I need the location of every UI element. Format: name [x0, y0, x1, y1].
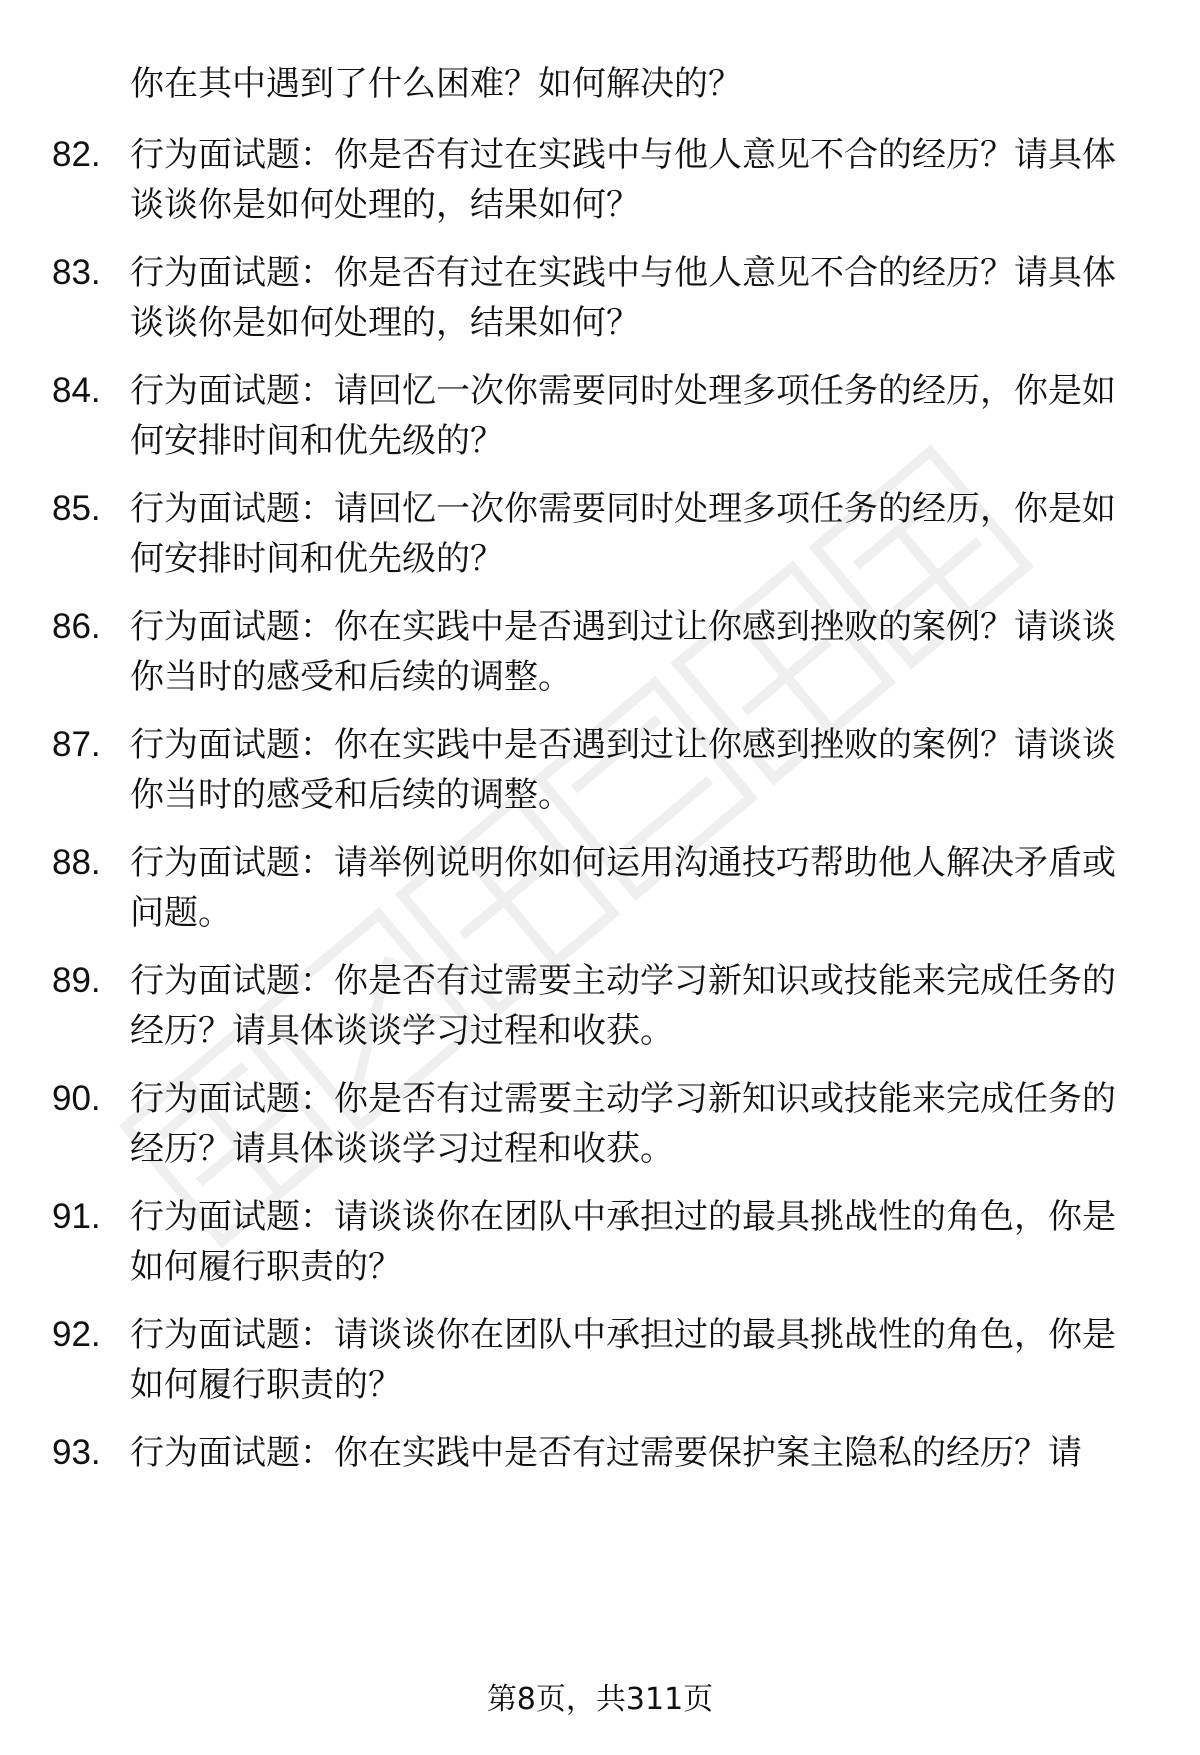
question-text: 行为面试题：你在实践中是否遇到过让你感到挫败的案例？请谈谈你当时的感受和后续的调整。	[130, 607, 1116, 697]
question-number: 90.	[52, 1079, 101, 1118]
question-number: 93.	[52, 1433, 101, 1472]
question-number: 89.	[52, 961, 101, 1000]
question-text: 行为面试题：请谈谈你在团队中承担过的最具挑战性的角色，你是如何履行职责的？	[130, 1315, 1116, 1405]
question-text: 行为面试题：你是否有过需要主动学习新知识或技能来完成任务的经历？请具体谈谈学习过程和收获。	[130, 1079, 1116, 1169]
question-text: 行为面试题：你是否有过在实践中与他人意见不合的经历？请具体谈谈你是如何处理的，结果如何？	[130, 253, 1116, 343]
question-text: 行为面试题：请回忆一次你需要同时处理多项任务的经历，你是如何安排时间和优先级的？	[130, 489, 1116, 579]
question-number: 91.	[52, 1197, 101, 1236]
question-text: 行为面试题：你是否有过在实践中与他人意见不合的经历？请具体谈谈你是如何处理的，结果如何？	[130, 135, 1116, 225]
page-footer: 第8页，共311页	[486, 1682, 714, 1717]
question-number: 88.	[52, 843, 101, 882]
question-text: 行为面试题：请举例说明你如何运用沟通技巧帮助他人解决矛盾或问题。	[130, 843, 1116, 933]
question-text: 行为面试题：请回忆一次你需要同时处理多项任务的经历，你是如何安排时间和优先级的？	[130, 371, 1116, 461]
question-number: 85.	[52, 489, 101, 528]
question-number: 86.	[52, 607, 101, 646]
question-text: 行为面试题：你是否有过需要主动学习新知识或技能来完成任务的经历？请具体谈谈学习过程和收获。	[130, 961, 1116, 1051]
question-text: 行为面试题：你在实践中是否遇到过让你感到挫败的案例？请谈谈你当时的感受和后续的调整。	[130, 725, 1116, 815]
continued-question-text: 你在其中遇到了什么困难？如何解决的？	[130, 64, 742, 104]
question-number: 83.	[52, 253, 101, 292]
question-number: 82.	[52, 135, 101, 174]
question-number: 92.	[52, 1315, 101, 1354]
question-number: 84.	[52, 371, 101, 410]
question-text: 行为面试题：请谈谈你在团队中承担过的最具挑战性的角色，你是如何履行职责的？	[130, 1197, 1116, 1287]
question-text: 行为面试题：你在实践中是否有过需要保护案主隐私的经历？请	[130, 1433, 1082, 1473]
question-number: 87.	[52, 725, 101, 764]
